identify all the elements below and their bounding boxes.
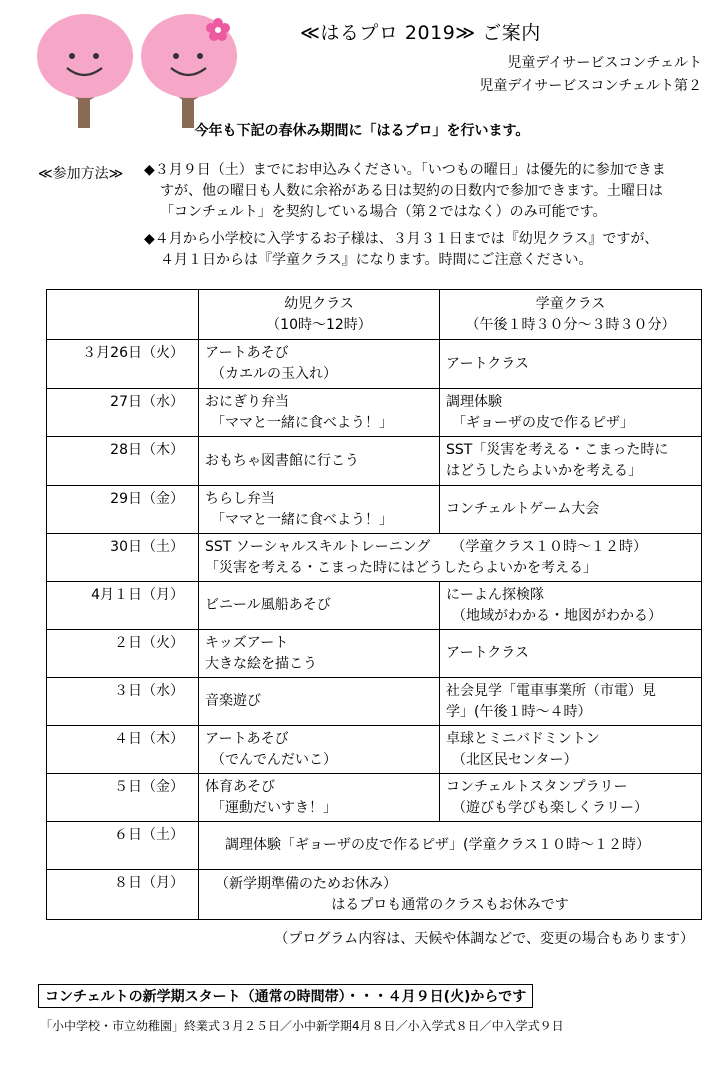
method-line: ４月１日からは『学童クラス』になります。時間にご注意ください。 [160, 252, 593, 268]
program-text: 「ママと一緒に食べよう！」 [211, 511, 393, 528]
table-row [47, 340, 702, 389]
infant-program-cell [199, 389, 440, 437]
program-text: 音楽遊び [205, 693, 261, 709]
program-text: 学」(午後１時～４時） [446, 703, 592, 720]
org-name-2: 児童デイサービスコンチェルト第２ [479, 78, 702, 94]
table-row [47, 582, 702, 630]
school-program-cell [440, 774, 702, 822]
program-text: アートあそび [205, 730, 289, 747]
program-span-cell [199, 870, 702, 920]
infant-program-cell [199, 726, 440, 774]
school-program-cell [440, 437, 702, 486]
infant-program-cell [199, 678, 440, 726]
date-cell: ４日（木） [47, 726, 199, 774]
school-program-cell [440, 582, 702, 630]
program-text: コンチェルトゲーム大会 [446, 501, 600, 517]
program-text: （北区民センター） [452, 751, 578, 768]
infant-program-cell [199, 582, 440, 630]
header-school-class [440, 290, 702, 340]
program-span-cell [199, 822, 702, 870]
program-text: おもちゃ図書館に行こう [205, 452, 359, 469]
program-text: （でんでんだいこ） [211, 751, 337, 768]
date-cell: 29日（金） [47, 486, 199, 534]
school-program-cell [440, 678, 702, 726]
date-cell: ２日（火） [47, 630, 199, 678]
program-text: ビニール風船あそび [205, 597, 331, 613]
date-cell: 28日（木） [47, 437, 199, 486]
table-row [47, 486, 702, 534]
table-row [47, 726, 702, 774]
table-row [47, 822, 702, 870]
infant-program-cell [199, 486, 440, 534]
program-text: （遊びも学びも楽しくラリー） [452, 799, 648, 816]
program-text: コンチェルトスタンプラリー [446, 778, 628, 795]
method-paragraph-1 [144, 160, 712, 223]
school-program-cell [440, 726, 702, 774]
method-line: 「コンチェルト」を契約している場合（第２ではなく）のみ可能です。 [160, 204, 607, 220]
school-dates-footer: 「小中学校・市立幼稚園」終業式３月２５日／小中新学期4月８日／小入学式８日／中入学式９日 [40, 1019, 564, 1033]
school-program-cell [440, 340, 702, 389]
method-line: ◆４月から小学校に入学するお子様は、３月３１日までは『幼児クラス』ですが、 [144, 231, 659, 247]
table-header-row [47, 290, 702, 340]
program-text: 社会見学「電車事業所（市電）見 [446, 682, 656, 699]
program-text: アートクラス [446, 355, 529, 372]
tree-right-icon [138, 8, 240, 128]
program-text: （地域がわかる・地図がわかる） [452, 607, 662, 624]
method-label: ≪参加方法≫ [38, 166, 124, 182]
program-text: はるプロも通常のクラスもお休みです [331, 896, 569, 913]
school-program-cell [440, 486, 702, 534]
program-text: 卓球とミニバドミントン [446, 730, 600, 747]
schedule-table [46, 289, 702, 920]
tree-left-icon [34, 8, 136, 128]
header-text: （午後１時３０分～３時３０分） [465, 316, 676, 333]
date-cell: ３日（水） [47, 678, 199, 726]
table-row [47, 389, 702, 437]
method-line: すが、他の曜日も人数に余裕がある日は契約の日数内で参加できます。土曜日は [160, 183, 663, 199]
program-text: 「ママと一緒に食べよう！」 [211, 414, 393, 431]
table-row [47, 678, 702, 726]
infant-program-cell [199, 774, 440, 822]
program-text: ちらし弁当 [205, 490, 275, 507]
program-text: キッズアート [205, 634, 289, 651]
table-row [47, 437, 702, 486]
infant-program-cell [199, 437, 440, 486]
header-text: （10時～12時） [266, 316, 372, 333]
infant-program-cell [199, 340, 440, 389]
program-text: 調理体験「ギョーザの皮で作るピザ」(学童クラス１０時～１２時） [225, 837, 651, 853]
program-text: 体育あそび [205, 778, 275, 795]
page-title: ≪はるプロ 2019≫ ご案内 [300, 22, 541, 44]
date-cell: ５日（金） [47, 774, 199, 822]
program-text: 「運動だいすき！」 [211, 799, 337, 816]
table-row [47, 630, 702, 678]
method-paragraph-2 [144, 229, 712, 271]
program-text: 「ギョーザの皮で作るピザ」 [452, 414, 634, 431]
header-infant-class [199, 290, 440, 340]
program-text: SST ソーシャルスキルトレーニング （学童クラス１０時～１２時） [205, 538, 647, 555]
program-text: （カエルの玉入れ） [211, 366, 337, 382]
table-row [47, 774, 702, 822]
new-term-banner: コンチェルトの新学期スタート（通常の時間帯）・・・４月９日(火)からです [38, 984, 533, 1008]
program-text: アートクラス [446, 645, 529, 661]
header-text: 幼児クラス [284, 295, 354, 312]
program-text: アートあそび [205, 345, 289, 361]
program-text: はどうしたらよいかを考える」 [446, 463, 642, 479]
program-text: SST「災害を考える・こまった時に [446, 442, 669, 458]
program-text: にーよん探検隊 [446, 586, 544, 603]
date-cell: 30日（土） [47, 534, 199, 582]
date-cell: 4月１日（月） [47, 582, 199, 630]
header-empty-cell [47, 290, 199, 340]
infant-program-cell [199, 630, 440, 678]
program-text: 「災害を考える・こまった時にはどうしたらよいかを考える」 [205, 559, 597, 576]
program-text: （新学期準備のためお休み） [215, 875, 397, 892]
program-text: 大きな絵を描こう [205, 655, 317, 672]
date-cell: ６日（土） [47, 822, 199, 870]
change-note: （プログラム内容は、天候や体調などで、変更の場合もあります） [274, 931, 694, 947]
header-text: 学童クラス [535, 295, 606, 312]
date-cell: 27日（水） [47, 389, 199, 437]
table-row [47, 870, 702, 920]
program-text: 調理体験 [446, 393, 502, 410]
school-program-cell [440, 630, 702, 678]
date-cell: ８日（月） [47, 870, 199, 920]
school-program-cell [440, 389, 702, 437]
program-span-cell [199, 534, 702, 582]
date-cell: ３月26日（火） [47, 340, 199, 389]
intro-text: 今年も下記の春休み期間に「はるプロ」を行います。 [194, 123, 530, 139]
org-name-1: 児童デイサービスコンチェルト [507, 55, 702, 71]
program-text: おにぎり弁当 [205, 393, 289, 410]
method-line: ◆３月９日（土）までにお申込みください。「いつもの曜日」は優先的に参加できま [144, 162, 666, 178]
table-row [47, 534, 702, 582]
